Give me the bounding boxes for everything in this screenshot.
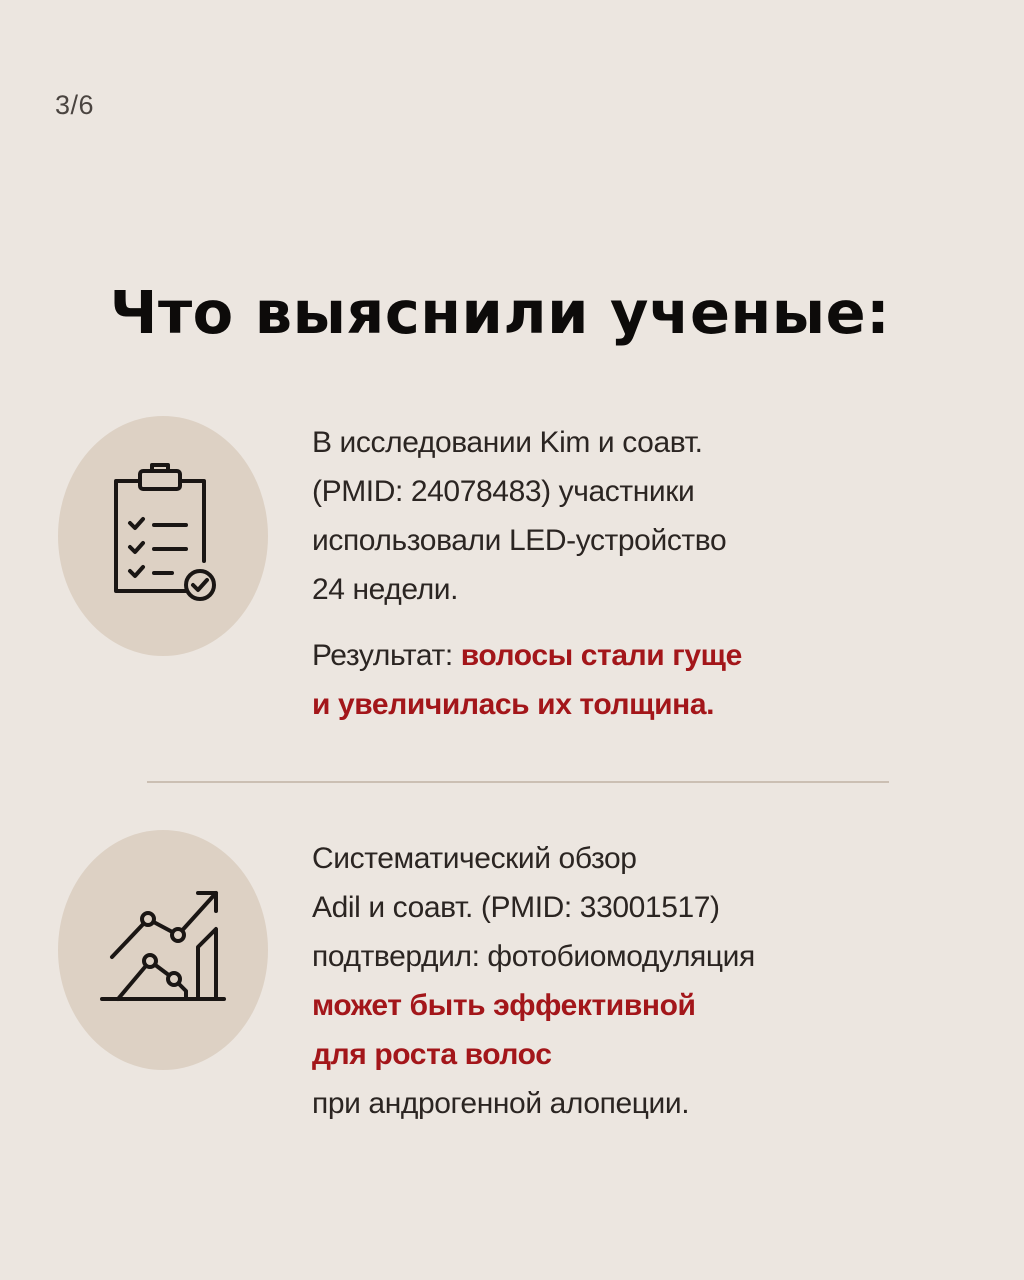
study-line: 24 недели. (312, 573, 459, 606)
page-counter: 3/6 (55, 90, 95, 120)
study-line: В исследовании Kim и соавт. (312, 426, 703, 459)
study-line: использовали LED-устройство (312, 524, 727, 557)
growth-chart-icon (98, 885, 228, 1015)
review-highlight: может быть эффективной (312, 989, 696, 1022)
icon-circle-review (58, 830, 268, 1070)
study-result (312, 631, 992, 680)
study-line: (PMID: 24078483) участники (312, 475, 695, 508)
icon-circle-study (58, 416, 268, 656)
review-highlight: для роста волос (312, 1038, 552, 1071)
review-line: Систематический обзор (312, 842, 637, 875)
result-highlight: волосы стали гуще (460, 639, 742, 672)
clipboard-checklist-icon (108, 461, 218, 611)
result-highlight: и увеличилась их толщина. (312, 688, 715, 721)
review-line: при андрогенной алопеции. (312, 1087, 690, 1120)
page-title: Что выяснили ученые: (109, 278, 891, 347)
study-result-continued (312, 680, 992, 729)
review-line: Adil и соавт. (PMID: 33001517) (312, 891, 720, 924)
review-line: подтвердил: фотобиомодуляция (312, 940, 755, 973)
study-description (312, 418, 992, 729)
section-divider (147, 781, 889, 783)
review-description (312, 834, 992, 1128)
result-label: Результат: (312, 639, 461, 672)
